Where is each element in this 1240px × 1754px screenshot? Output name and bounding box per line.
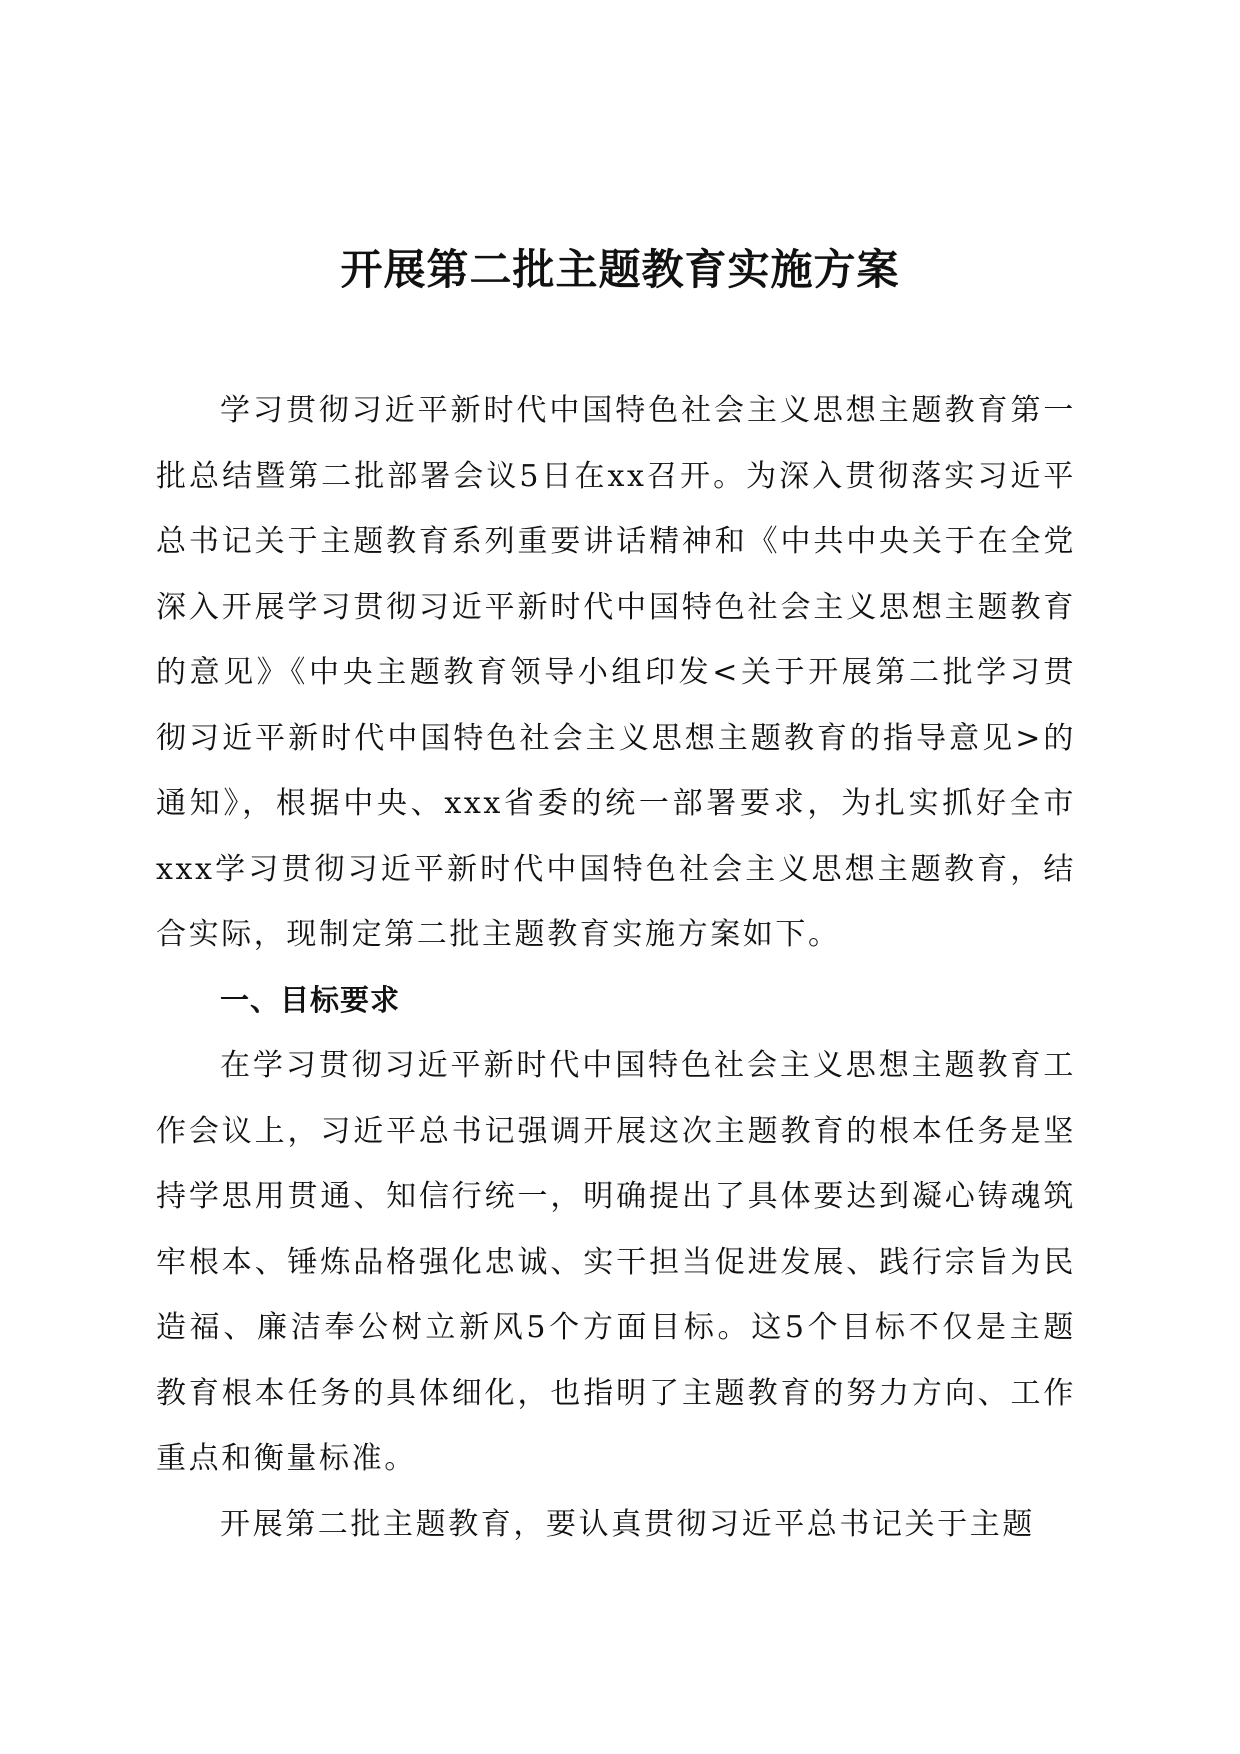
document-title: 开展第二批主题教育实施方案: [340, 245, 900, 294]
paragraph-intro: 学习贯彻习近平新时代中国特色社会主义思想主题教育第一批总结暨第二批部署会议5日在xx召开。为深入贯彻落实习近平总书记关于主题教育系列重要讲话精神和《中共中央关于在全党深入开展学习贯彻习近平新时代中国特色社会主义思想主题教育的意见》《中央主题教育领导小组印发<关于开展第二批学习贯彻习近平新时代中国特色社会主义思想主题教育的指导意见>的通知》，根据中央、xxx省委的统一部署要求，为扎实抓好全市xxx学习贯彻习近平新时代中国特色社会主义思想主题教育，结合实际，现制定第二批主题教育实施方案如下。: [156, 393, 1076, 952]
paragraph-continuation: 开展第二批主题教育，要认真贯彻习近平总书记关于主题: [220, 1506, 1035, 1542]
section-heading-goals: 一、目标要求: [220, 982, 401, 1017]
paragraph-goals: 在学习贯彻习近平新时代中国特色社会主义思想主题教育工作会议上，习近平总书记强调开展这次主题教育的根本任务是坚持学思用贯通、知信行统一，明确提出了具体要达到凝心铸魂筑牢根本、锤炼品格强化忠诚、实干担当促进发展、践行宗旨为民造福、廉洁奉公树立新风5个方面目标。这5个目标不仅是主题教育根本任务的具体细化，也指明了主题教育的努力方向、工作重点和衡量标准。: [156, 1048, 1076, 1476]
document-body: [156, 378, 1076, 1557]
